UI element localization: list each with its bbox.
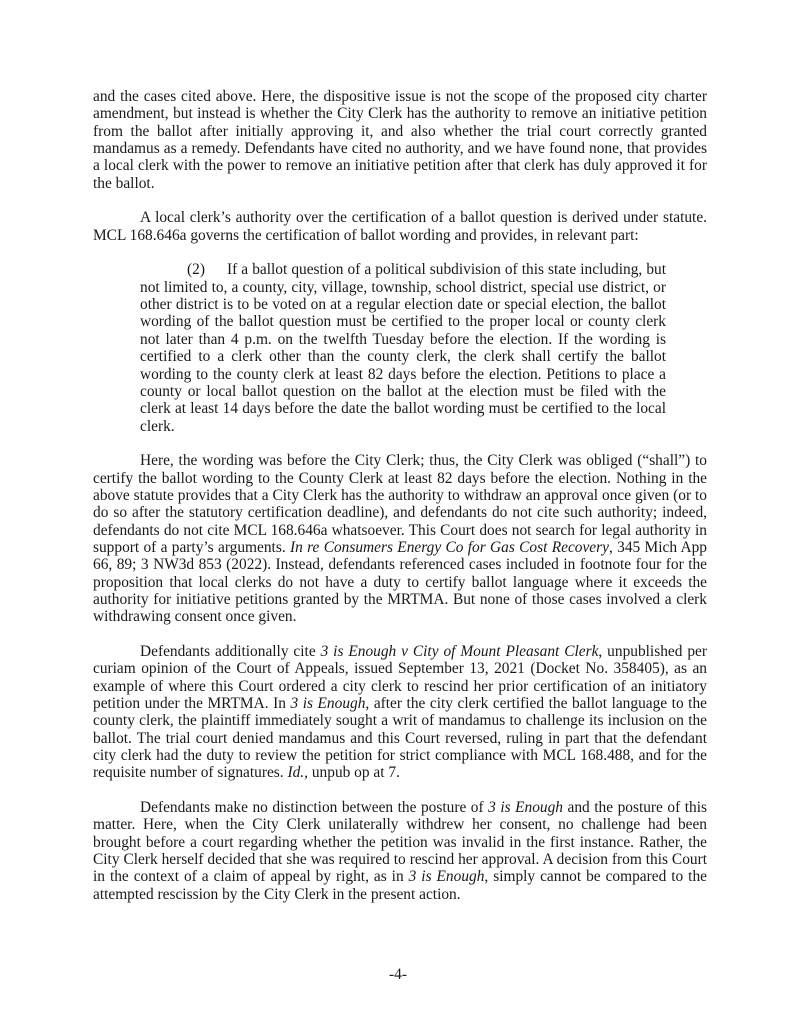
id-citation: Id. xyxy=(287,764,305,782)
paragraph-text: , unpub op at 7. xyxy=(304,764,400,782)
paragraph-text: Defendants additionally cite xyxy=(140,643,321,660)
paragraph-text: , simply cannot be compared to the attempted rescission by the City Clerk in the present action. xyxy=(93,868,707,903)
case-citation-3-is-enough: 3 is Enough v City of Mount Pleasant Clerk xyxy=(320,643,599,660)
paragraph-text: , after the city clerk certified the ballot language to the county clerk, the plaintiff immediately sought a writ of mandamus to challenge its inclusion on the ballot. The trial court denied mandamus and this Court reversed, ruling in part that the defendant city clerk had the duty to review the petition for strict compliance with MCL 168.488, and for the requisite number of signatures. xyxy=(93,695,707,782)
subsection-number: (2) xyxy=(187,261,205,279)
statute-block-quote xyxy=(140,261,666,434)
case-citation-consumers-energy: In re Consumers Energy Co for Gas Cost Recovery xyxy=(290,538,609,556)
quote-text: If a ballot question of a political subdivision of this state including, but not limited to, a county, city, village, township, school district, special use district, or other district is to be voted on at a regular election date or special election, the ballot wording of the ballot question must be certified to the proper local or county clerk not later than 4 p.m. on the twelfth Tuesday before the election. If the wording is certified to a clerk other than the county clerk, the clerk shall certify the ballot wording to the county clerk at least 82 days before the election. Petitions to place a county or local ballot question on the ballot at the election must be filed with the clerk at least 14 days before the date the ballot wording must be certified to the local clerk. xyxy=(140,261,666,435)
paragraph-clerk-authority xyxy=(93,209,707,244)
paragraph-posture-distinction xyxy=(93,799,707,903)
document-page xyxy=(93,88,707,921)
paragraph-text: Defendants make no distinction between the posture of xyxy=(140,799,489,817)
paragraph-text: A local clerk’s authority over the certification of a ballot question is derived under statute. MCL 168.646a governs the certification of ballot wording and provides, in relevant part: xyxy=(93,209,707,244)
paragraph-3-is-enough-citation xyxy=(93,643,707,782)
paragraph-text: and the posture of this matter. Here, when the City Clerk unilaterally withdrew her consent, no challenge had been brought before a court regarding whether the petition was invalid in the first instance. Rather, the City Clerk herself decided that she was required to rescind her approval. A decision from this Court in the context of a claim of appeal by right, as in xyxy=(93,799,707,886)
paragraph-text: , 345 Mich App 66, 89; 3 NW3d 853 (2022). Instead, defendants referenced cases included in footnote four for the proposition that local clerks do not have a duty to certify ballot language where it exceeds the authority for initiative petitions granted by the MRTMA. But none of those cases involved a clerk withdrawing consent once given. xyxy=(93,538,707,626)
page-number: -4- xyxy=(389,966,407,983)
case-short-name: 3 is Enough xyxy=(408,868,485,886)
paragraph-text: , unpublished per curiam opinion of the Court of Appeals, issued September 13, 2021 (Docket No. 358405), as an example of where this Court ordered a city clerk to rescind her prior certification of an initiatory petition under the MRTMA. In xyxy=(93,643,707,713)
paragraph-wording-before-clerk xyxy=(93,452,707,625)
paragraph-dispositive-issue xyxy=(93,88,707,192)
paragraph-text: Here, the wording was before the City Clerk; thus, the City Clerk was obliged (“shall”) to certify the ballot wording to the County Clerk at least 82 days before the election. Nothing in the above statute provides that a City Clerk has the authority to withdraw an approval once given (or to do so after the statutory certification deadline), and defendants do not cite such authority; indeed, defendants do not cite MCL 168.646a whatsoever. This Court does not search for legal authority in support of a party’s arguments. xyxy=(93,452,707,556)
case-short-name: 3 is Enough xyxy=(290,695,366,713)
paragraph-text: and the cases cited above. Here, the dispositive issue is not the scope of the proposed city charter amendment, but instead is whether the City Clerk has the authority to remove an initiative petition from the ballot after initially approving it, and also whether the trial court correctly granted mandamus as a remedy. Defendants have cited no authority, and we have found none, that provides a local clerk with the power to remove an initiative petition after that clerk has duly approved it for the ballot. xyxy=(93,88,707,192)
case-short-name: 3 is Enough xyxy=(488,799,563,817)
